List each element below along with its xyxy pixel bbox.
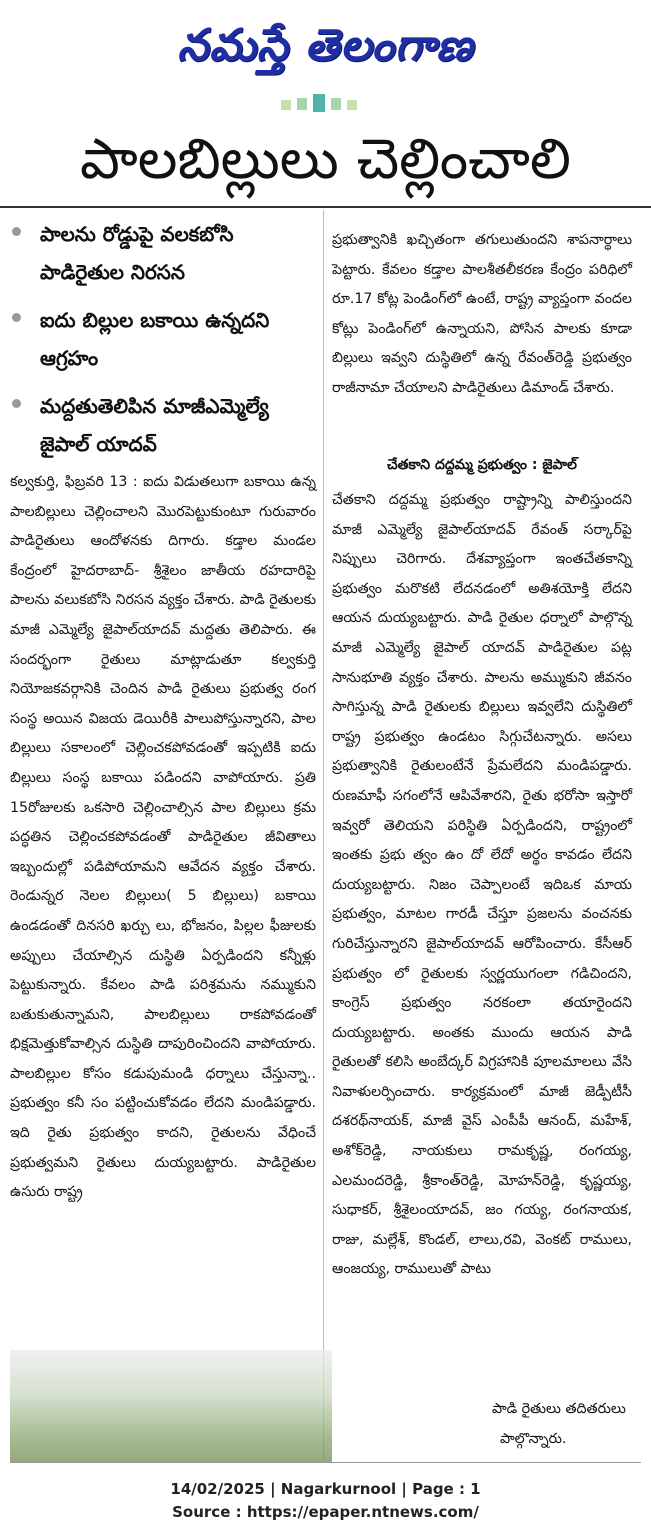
bullet-icon [12, 227, 21, 236]
article-ending-line: పాల్గొన్నారు. [500, 1431, 567, 1447]
article-paragraph: చేతకాని దద్దమ్మ ప్రభుత్వం రాష్ట్రాన్ని పాలిస్తుందని మాజీ ఎమ్మెల్యే జైపాల్‌యాదవ్ రేవంత్ సర్కార్‌పై నిప్పులు చెరిగారు. దేశవ్యాప్తంగా ఇంతచేతకాన్ని ప్రభుత్వం మరొకటి లేదనడంలో అతిశయోక్తి లేదని ఆయన దుయ్యబట్టారు. పాడి రైతుల ధర్నాలో పాల్గొన్న మాజీ ఎమ్మెల్యే జైపాల్ యాదవ్ పాడిరైతుల పట్ల సానుభూతి వ్యక్తం చేశారు. పాలను అమ్ముకుని జీవనం సాగిస్తున్న పాడి రైతులకు బిల్లులు ఇవ్వలేని దుస్థితిలో రాష్ట్ర ప్రభుత్వం ఉండటం సిగ్గుచేటన్నారు. అసలు ప్రభుత్వానికి రైతులంటేనే ప్రేమలేదని మండిపడ్డారు. రుణమాఫీ సగంలోనే ఆపివేశారని, రైతు భరోసా ఇస్తారో ఇవ్వరో తెలియని పరిస్థితి ఏర్పడిందని, రాష్ట్రంలో ఇంతకు ప్రభు త్వం ఉం దో లేదో అర్థం కావడం లేదని దుయ్యబట్టారు. నిజం చెప్పాలంటే ఇదిఒక మాయ ప్రభుత్వం, మాటల గారడీ చేస్తూ ప్రజలను వంచనకు గురిచేస్తున్నారని జైపాల్‌యాదవ్ ఆరోపించారు. కేసీఆర్ ప్రభుత్వం లో రైతులకు స్వర్ణయుగంలా గడిచిందని, కాంగ్రెస్ ప్రభుత్వం నరకంలా తయారైందని దుయ్యబట్టారు. అంతకు ముందు ఆయన పాడి రైతులతో కలిసి అంబేద్కర్ విగ్రహానికి పూలమాలలు వేసి నివాళులర్పించారు. కార్యక్రమంలో మాజీ జెడ్పీటీసీ దశరథ్‌నాయక్, మాజీ వైస్ ఎంపీపీ ఆనంద్, మహేశ్, అశోక్‌రెడ్డి, నాయకులు రామకృష్ణ, రంగయ్య, ఎలమందరెడ్డి, శ్రీకాంత్‌రెడ్డి, మోహన్‌రెడ్డి, కృష్ణయ్య, సుధాకర్, శ్రీశైలంయాదవ్, జం గయ్య, రంగనాయక, రాజు, మల్లేశ్, కొండల్, లాలు,రవి, వెంకట్ రాములు, ఆంజయ్య, రాములుతో పాటు [332, 492, 632, 1278]
column-divider [323, 210, 324, 1460]
headline-area [0, 118, 651, 208]
ornament-icon [275, 92, 365, 114]
headline: పాలబిల్లులు చెల్లించాలి [80, 127, 571, 192]
footer-divider [10, 1462, 641, 1463]
footer-source-link[interactable]: Source : https://epaper.ntnews.com/ [172, 1503, 479, 1521]
article-subheading: చేతకాని దద్దమ్మ ప్రభుత్వం : జైపాల్ [387, 457, 577, 473]
article-paragraph: ప్రభుత్వానికి ఖచ్చితంగా తగులుతుందని శాపనార్థాలు పెట్టారు. కేవలం కడ్తాల పాలశీతలీకరణ కేంద్రం పరిధిలో రూ.17 కోట్ల పెండింగ్‌లో ఉంటే, రాష్ట్ర వ్యాప్తంగా వందల కోట్లు పెండింగ్‌లో ఉన్నాయని, పోసిన పాలకు కూడా బిల్లులు ఇవ్వని దుస్థితిలో ఉన్న రేవంత్‌రెడ్డి ప్రభుత్వం రాజీనామా చేయాలని పాడిరైతులు డిమాండ్ చేశారు. [332, 232, 632, 396]
bullet-item [12, 387, 317, 463]
newspaper-logo: నమస్తే తెలంగాణ [177, 20, 474, 71]
bullet-icon [12, 399, 21, 408]
article-right-column-top [332, 226, 632, 404]
masthead [0, 6, 651, 86]
bullet-text: మద్దతుతెలిపిన మాజీఎమ్మెల్యే జైపాల్ యాదవ్ [40, 394, 269, 456]
article-right-column-bottom [332, 486, 632, 1285]
footer-date-edition: 14/02/2025 | Nagarkurnool | Page : 1 [170, 1480, 481, 1498]
article-paragraph: కల్వకుర్తి, ఫిబ్రవరి 13 : ఐదు విడుతలుగా బకాయి ఉన్న పాలబిల్లులు చెల్లించాలని మొరపెట్టుకుంటూ గురువారం పాడిరైతులు ఆందోళనకు దిగారు. కడ్తాల మండల కేంద్రంలో హైదరాబాద్- శ్రీశైలం జాతీయ రహదారిపై పాలను వలుకబోసి నిరసన వ్యక్తం చేశారు. పాడి రైతులకు మాజీ ఎమ్మెల్యే జైపాల్‌యాదవ్ మద్దతు తెలిపారు. ఈ సందర్భంగా రైతులు మాట్లాడుతూ కల్వకుర్తి నియోజకవర్గానికి చెందిన పాడి రైతులు ప్రభుత్వ రంగ సంస్థ అయిన విజయ డెయిరీకి పాలుపోస్తున్నారని, పాల బిల్లులు సకాలంలో చెల్లించకపోవడంతో ఇప్పటికి ఐదు బిల్లులు సంస్థ బకాయి పడిందని వాపోయారు. ప్రతి 15రోజులకు ఒకసారి చెల్లించాల్సిన పాల బిల్లులు క్రమ పద్ధతిన చెల్లించకపోవడంతో పాడిరైతుల జీవితాలు ఇబ్బందుల్లో పడిపోయామని ఆవేదన వ్యక్తం చేశారు. రెండున్నర నెలల బిల్లులు( 5 బిల్లులు) బకాయి ఉండడంతో దినసరి ఖర్చు లు, భోజనం, పిల్లల ఫీజులకు అప్పులు చేయాల్సిన దుస్థితి ఏర్పడిందని కన్నీళ్లు పెట్టుకున్నారు. కేవలం పాడి పరిశ్రమను నమ్ముకుని బతుకుతున్నామని, పాలబిల్లులు రాకపోవడంతో భిక్షమెత్తుకోవాల్సిన దుస్థితి దాపురించిందని వాపోయారు. పాలబిల్లుల కోసం కడుపుమండి ధర్నాలు చేస్తున్నా.. ప్రభుత్వం కనీ సం పట్టించుకోవడం లేదని మండిపడ్డారు. ఇది రైతు ప్రభుత్వం కాదని, రైతులను వేధించే ప్రభుత్వమని రైతులు దుయ్యబట్టారు. పాడిరైతుల ఉసురు రాష్ట్ర [10, 474, 316, 1201]
bullet-item [12, 215, 317, 291]
bullet-item [12, 301, 317, 377]
bullet-points [12, 215, 317, 473]
bullet-text: పాలను రోడ్డుపై వలకబోసి పాడిరైతుల నిరసన [40, 222, 234, 284]
bullet-icon [12, 313, 21, 322]
field-photo [10, 1350, 332, 1462]
article-ending-line: పాడి రైతులు తదితరులు [492, 1401, 626, 1417]
bullet-text: ఐదు బిల్లుల బకాయి ఉన్నదని ఆగ్రహం [40, 308, 270, 370]
article-left-column [10, 468, 316, 1208]
